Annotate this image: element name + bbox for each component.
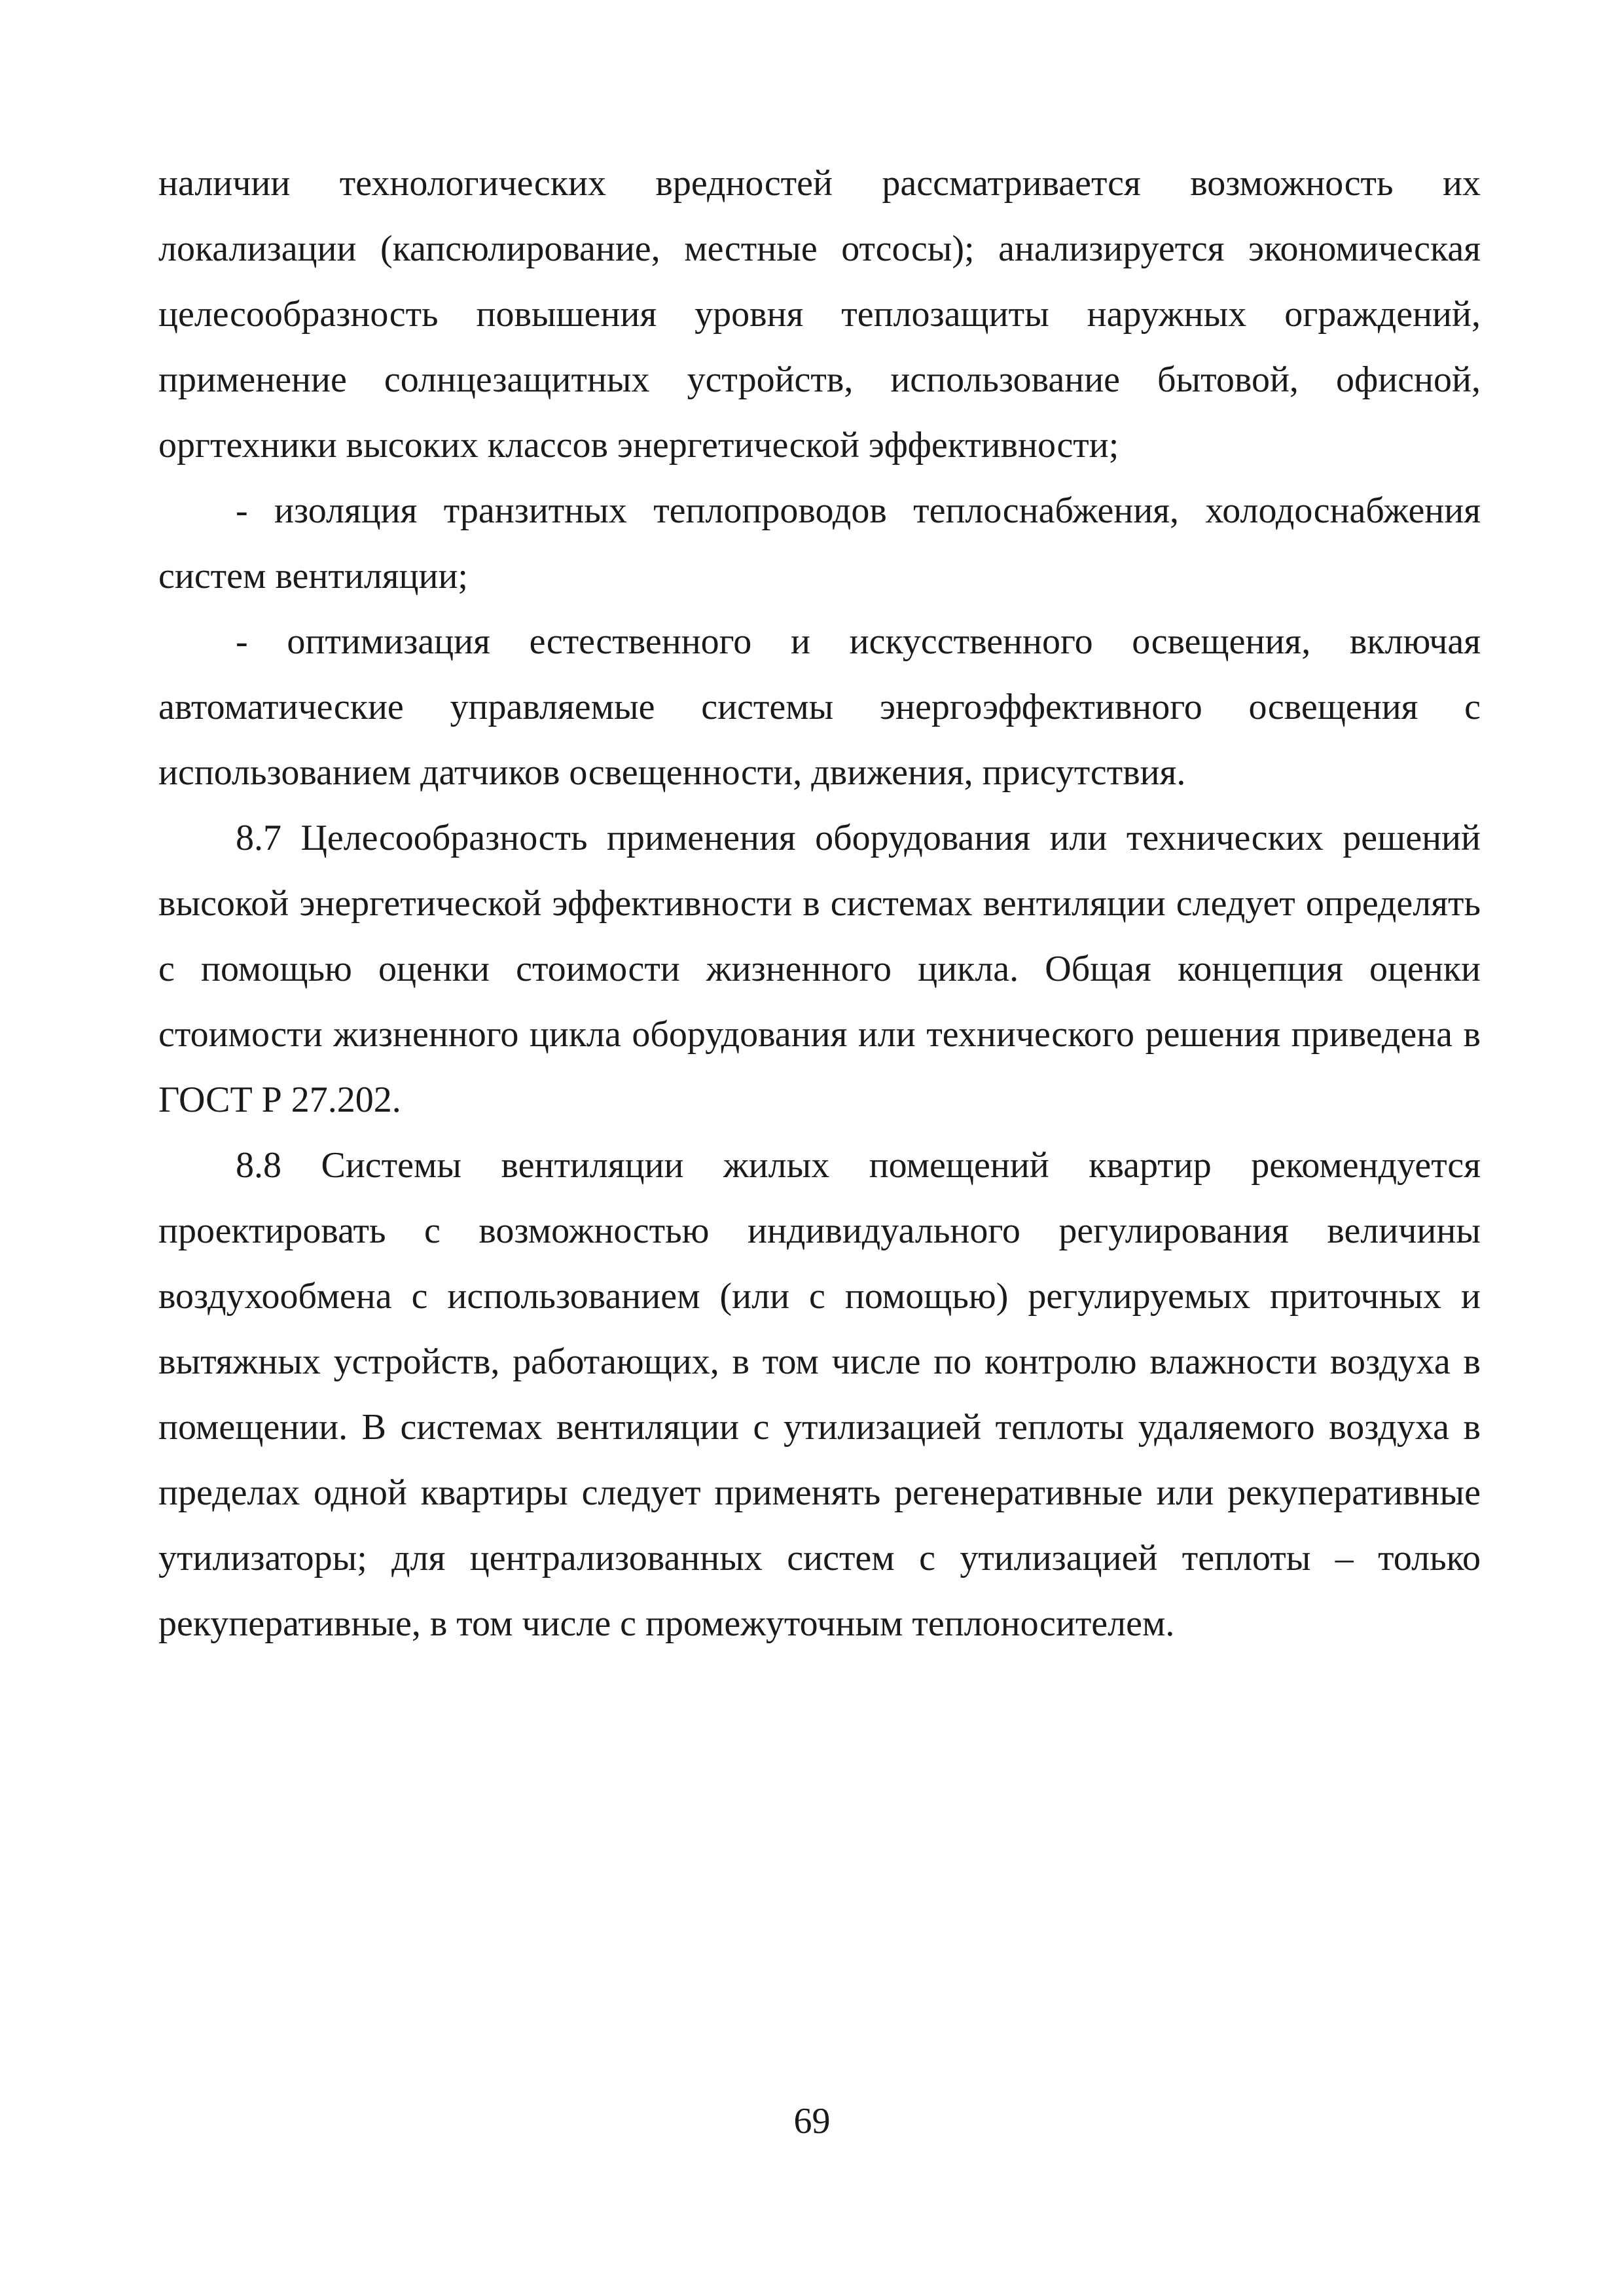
clause-8-7: 8.7 Целесообразность применения оборудования или технических решений высокой энергетической эффективности в системах вентиляции следует определять с помощью оценки стоимости жизненного цикла. Общая концепция оценки стоимости жизненного цикла оборудования или технического решения приведена в ГОСТ Р 27.202. xyxy=(158,818,1481,1120)
paragraph-continuation: наличии технологических вредностей рассматривается возможность их локализации (капсюлирование, местные отсосы); анализируется экономическая целесообразность повышения уровня теплозащиты наружных ограждений, применение солнцезащитных устройств, использование бытовой, офисной, оргтехники высоких классов энергетической эффективности; xyxy=(158,163,1481,465)
page-number: 69 xyxy=(793,2101,831,2141)
list-item-lighting-optimization: - оптимизация естественного и искусственного освещения, включая автоматические управляемые системы энергоэффективного освещения с использованием датчиков освещенности, движения, присутствия. xyxy=(158,621,1481,793)
document-body xyxy=(158,151,1481,1656)
clause-8-8: 8.8 Системы вентиляции жилых помещений квартир рекомендуется проектировать с возможностью индивидуального регулирования величины воздухообмена с использованием (или с помощью) регулируемых приточных и вытяжных устройств, работающих, в том числе по контролю влажности воздуха в помещении. В системах вентиляции с утилизацией теплоты удаляемого воздуха в пределах одной квартиры следует применять регенеративные или рекуперативные утилизаторы; для централизованных систем с утилизацией теплоты – только рекуперативные, в том числе с промежуточным теплоносителем. xyxy=(158,1145,1481,1644)
list-item-pipe-insulation: - изоляция транзитных теплопроводов теплоснабжения, холодоснабжения систем вентиляции; xyxy=(158,490,1481,596)
